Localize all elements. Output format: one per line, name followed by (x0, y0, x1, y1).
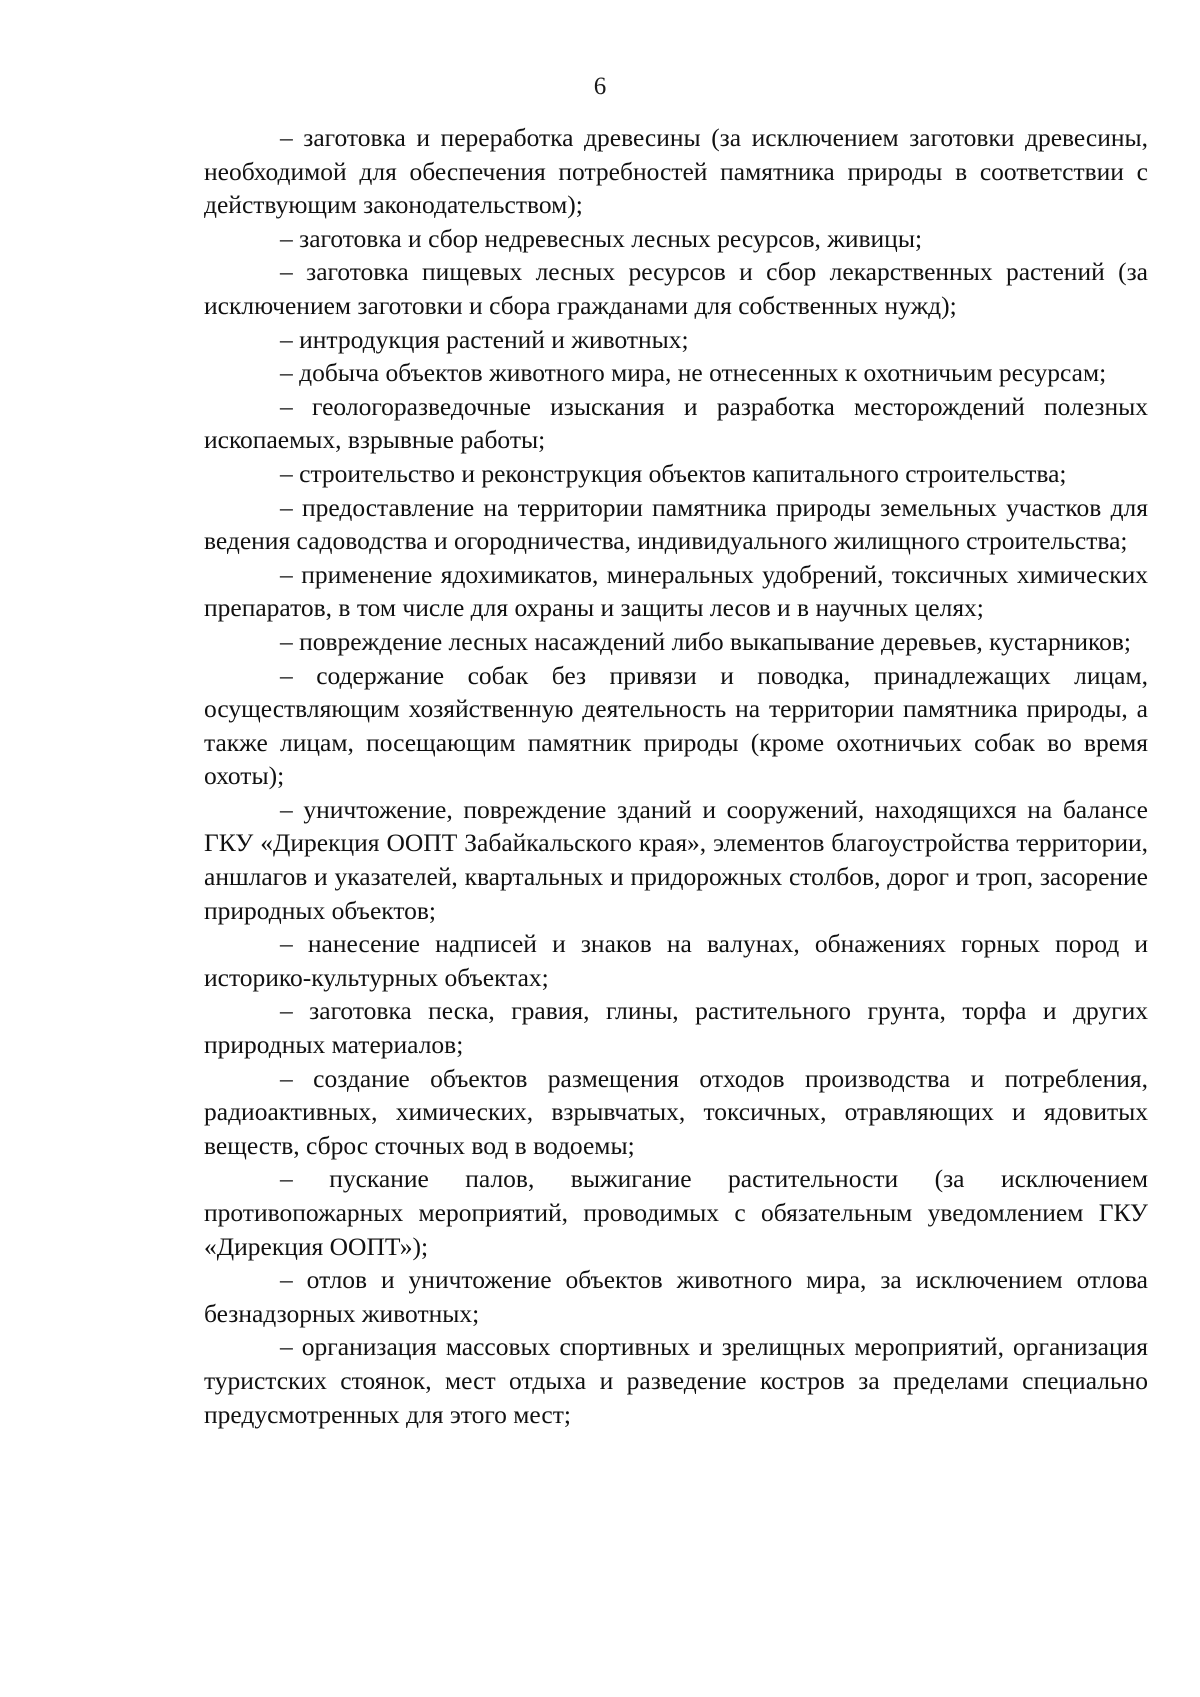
document-body (204, 121, 1148, 1431)
list-item: – геологоразведочные изыскания и разработка месторождений полезных ископаемых, взрывные работы; (204, 391, 1148, 455)
list-item: – строительство и реконструкция объектов капитального строительства; (280, 458, 1067, 488)
list-item: – заготовка и сбор недревесных лесных ресурсов, живицы; (280, 223, 923, 253)
list-item: – добыча объектов животного мира, не отнесенных к охотничьим ресурсам; (280, 358, 1107, 388)
list-item: – предоставление на территории памятника природы земельных участков для ведения садоводства и огородничества, индивидуального жилищного строительства; (204, 492, 1148, 556)
list-item: – организация массовых спортивных и зрелищных мероприятий, организация туристских стоянок, мест отдыха и разведение костров за пределами специально предусмотренных для этого мест; (204, 1332, 1148, 1429)
list-item: – применение ядохимикатов, минеральных удобрений, токсичных химических препаратов, в том числе для охраны и защиты лесов и в научных целях; (204, 559, 1148, 623)
list-item: – заготовка и переработка древесины (за исключением заготовки древесины, необходимой для обеспечения потребностей памятника природы в соответствии с действующим законодательством); (204, 123, 1148, 220)
list-item: – интродукция растений и животных; (280, 324, 689, 354)
list-item: – повреждение лесных насаждений либо выкапывание деревьев, кустарников; (280, 626, 1132, 656)
list-item: – содержание собак без привязи и поводка, принадлежащих лицам, осуществляющим хозяйственную деятельность на территории памятника природы, а также лицам, посещающим памятник природы (кроме охотничьих собак во время охоты); (204, 660, 1148, 791)
list-item: – отлов и уничтожение объектов животного мира, за исключением отлова безнадзорных животных; (204, 1265, 1148, 1328)
list-item: – заготовка песка, гравия, глины, растительного грунта, торфа и других природных материалов; (204, 996, 1148, 1060)
list-item: – заготовка пищевых лесных ресурсов и сбор лекарственных растений (за исключением заготовки и сбора гражданами для собственных нужд); (204, 257, 1148, 320)
page-number: 6 (593, 73, 607, 100)
list-item: – пускание палов, выжигание растительности (за исключением противопожарных мероприятий, проводимых с обязательным уведомлением ГКУ «Дирекция ООПТ»); (204, 1164, 1148, 1261)
list-item: – создание объектов размещения отходов производства и потребления, радиоактивных, химических, взрывчатых, токсичных, отравляющих и ядовитых веществ, сброс сточных вод в водоемы; (204, 1063, 1148, 1160)
list-item: – нанесение надписей и знаков на валунах, обнажениях горных пород и историко-культурных объектах; (204, 929, 1148, 992)
list-item: – уничтожение, повреждение зданий и сооружений, находящихся на балансе ГКУ «Дирекция ООПТ Забайкальского края», элементов благоустройства территории, аншлагов и указателей, квартальных и придорожных столбов, дорог и троп, засорение природных объектов; (204, 794, 1148, 925)
